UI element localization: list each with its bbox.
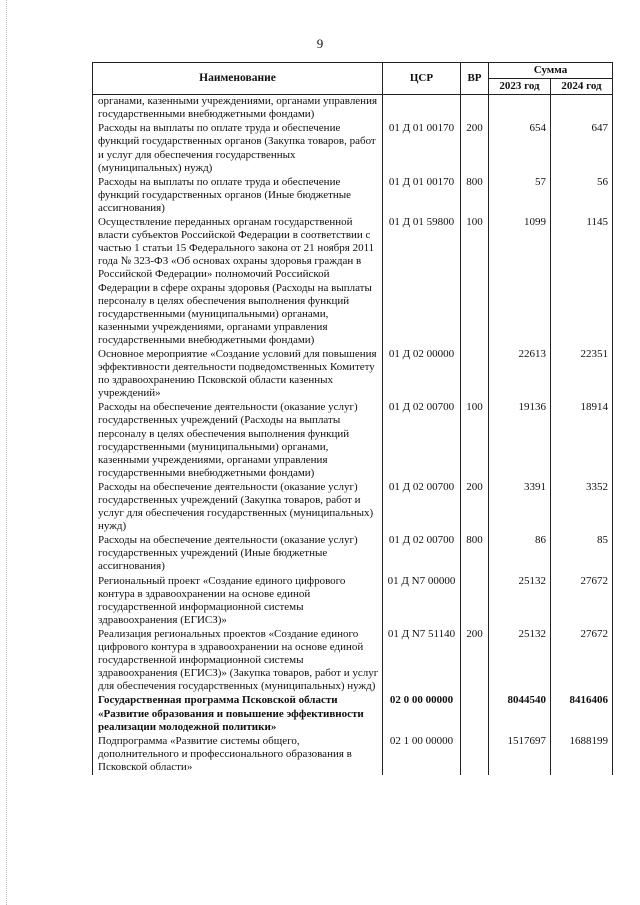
table-header [93,63,613,95]
table-row [93,694,613,734]
header-csr: ЦСР [383,63,461,95]
row-csr: 01 Д N7 00000 [383,575,461,628]
row-name: Расходы на выплаты по оплате труда и обеспечение функций государственных органов (Закупка товаров, работ и услуг для обеспечения государственных (муниципальных) нужд) [93,122,383,175]
header-sum: Сумма [489,63,613,79]
row-name: Расходы на выплаты по оплате труда и обеспечение функций государственных органов (Иные бюджетные ассигнования) [93,176,383,216]
row-name: Расходы на обеспечение деятельности (оказание услуг) государственных учреждений (Иные бюджетные ассигнования) [93,534,383,574]
row-csr: 01 Д 01 00170 [383,122,461,175]
table-row [93,95,613,123]
row-sum-2023: 22613 [489,348,551,401]
row-name: Основное мероприятие «Создание условий для повышения эффективности деятельности подведомственных Комитету по здравоохранению Псковской области казенных учреждений» [93,348,383,401]
row-vr: 100 [461,401,489,481]
row-name: Подпрограмма «Развитие системы общего, дополнительного и профессионального образования в Псковской области» [93,735,383,775]
table-row [93,735,613,775]
row-csr: 01 Д 02 00700 [383,534,461,574]
row-sum-2023: 25132 [489,575,551,628]
row-sum-2024: 85 [551,534,613,574]
row-sum-2023: 3391 [489,481,551,534]
table-row [93,348,613,401]
row-sum-2023: 19136 [489,401,551,481]
header-vr: ВР [461,63,489,95]
row-vr: 200 [461,628,489,694]
row-name: Реализация региональных проектов «Создание единого цифрового контура в здравоохранении на основе единой государственной информационной системы здравоохранения (ЕГИСЗ)» (Закупка товаров, работ и услуг для обеспечения государственных (муниципальных) нужд) [93,628,383,694]
row-sum-2023: 8044540 [489,694,551,734]
table-row [93,401,613,481]
table-row [93,216,613,348]
row-sum-2024: 8416406 [551,694,613,734]
row-sum-2024: 27672 [551,575,613,628]
row-vr: 800 [461,176,489,216]
budget-table [92,62,613,775]
row-sum-2023: 25132 [489,628,551,694]
row-sum-2024: 18914 [551,401,613,481]
row-vr [461,95,489,123]
row-sum-2023 [489,95,551,123]
row-sum-2024: 3352 [551,481,613,534]
row-csr: 02 1 00 00000 [383,735,461,775]
row-csr: 01 Д 01 00170 [383,176,461,216]
table-row [93,534,613,574]
header-year-2023: 2023 год [489,79,551,95]
row-sum-2023: 1099 [489,216,551,348]
table-row [93,481,613,534]
header-name: Наименование [93,63,383,95]
row-name: Осуществление переданных органам государственной власти субъектов Российской Федерации в соответствии с частью 1 статьи 15 Федерального закона от 21 ноября 2011 года № 323-ФЗ «Об основах охраны здоровья граждан в Российской Федерации» полномочий Российской Федерации в сфере охраны здоровья (Расходы на выплаты персоналу в целях обеспечения выполнения функций государственными (муниципальными) органами, казенными учреждениями, органами управления государственными внебюджетными фондами) [93,216,383,348]
row-sum-2023: 1517697 [489,735,551,775]
row-sum-2024: 27672 [551,628,613,694]
row-name: органами, казенными учреждениями, органами управления государственными внебюджетными фондами) [93,95,383,123]
row-vr: 100 [461,216,489,348]
row-sum-2024: 22351 [551,348,613,401]
row-vr [461,694,489,734]
row-sum-2023: 654 [489,122,551,175]
row-name: Расходы на обеспечение деятельности (оказание услуг) государственных учреждений (Расходы на выплаты персоналу в целях обеспечения выполнения функций государственными (муниципальными) органами, казенными учреждениями, органами управления государственными внебюджетными фондами) [93,401,383,481]
row-csr: 01 Д 01 59800 [383,216,461,348]
row-name: Расходы на обеспечение деятельности (оказание услуг) государственных учреждений (Закупка товаров, работ и услуг для обеспечения государственных (муниципальных) нужд) [93,481,383,534]
row-sum-2024 [551,95,613,123]
row-csr: 01 Д 02 00700 [383,481,461,534]
row-sum-2024: 1145 [551,216,613,348]
row-vr: 800 [461,534,489,574]
table-row [93,122,613,175]
row-csr: 01 Д 02 00000 [383,348,461,401]
table-row [93,575,613,628]
row-vr: 200 [461,122,489,175]
row-csr: 02 0 00 00000 [383,694,461,734]
row-vr [461,575,489,628]
row-sum-2024: 1688199 [551,735,613,775]
header-year-2024: 2024 год [551,79,613,95]
row-sum-2024: 56 [551,176,613,216]
row-vr [461,735,489,775]
table-row [93,628,613,694]
row-csr [383,95,461,123]
row-vr [461,348,489,401]
table-body [93,95,613,775]
row-name: Государственная программа Псковской области «Развитие образования и повышение эффективности реализации молодежной политики» [93,694,383,734]
row-sum-2023: 86 [489,534,551,574]
row-name: Региональный проект «Создание единого цифрового контура в здравоохранении на основе единой государственной информационной системы здравоохранения (ЕГИСЗ)» [93,575,383,628]
row-csr: 01 Д 02 00700 [383,401,461,481]
row-sum-2024: 647 [551,122,613,175]
row-sum-2023: 57 [489,176,551,216]
row-vr: 200 [461,481,489,534]
table-row [93,176,613,216]
page-edge [6,0,9,905]
row-csr: 01 Д N7 51140 [383,628,461,694]
page-number: 9 [316,36,324,51]
